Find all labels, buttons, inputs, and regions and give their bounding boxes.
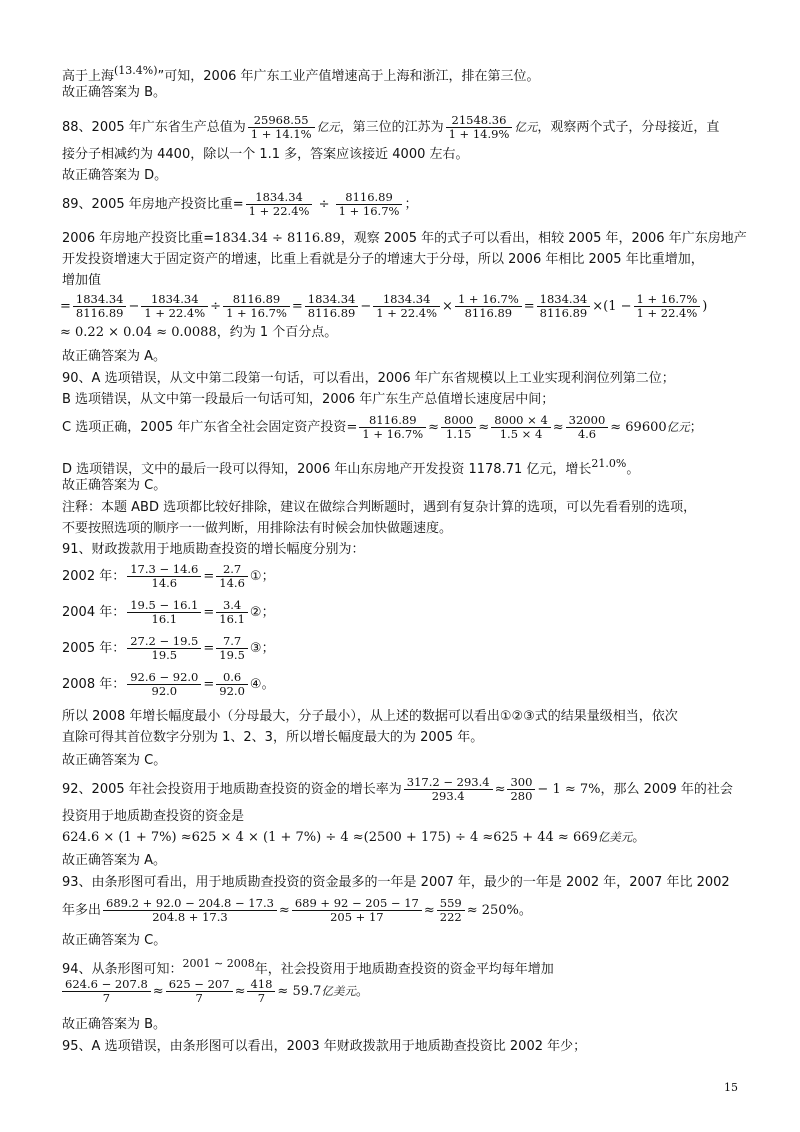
fraction — [62, 978, 151, 1005]
text: ，约为 1 个百分点。 — [216, 325, 338, 340]
numerator: 7.7 — [216, 635, 248, 649]
text: ； — [261, 641, 275, 656]
numerator: 25968.55 — [248, 114, 315, 128]
answer-93: 故正确答案为 C。 — [62, 933, 167, 948]
numerator: 27.2 − 19.5 — [127, 635, 201, 649]
denominator: 280 — [510, 789, 533, 803]
fraction — [216, 599, 248, 626]
operator: − — [360, 299, 372, 314]
formula-2002 — [62, 560, 742, 594]
numerator: 8116.89 — [359, 414, 426, 428]
operator: × — [592, 299, 604, 314]
fraction — [336, 191, 403, 218]
fraction — [446, 114, 513, 141]
denominator: 4.6 — [577, 427, 597, 441]
numerator: 1834.34 — [373, 293, 440, 307]
line-q89-2006 — [62, 230, 747, 248]
text: 年，社会投资用于地质勘查投资的资金平均每年增加 — [254, 962, 554, 977]
unit: 亿美元 — [597, 830, 633, 844]
line-q90-a: 90、A 选项错误，从文中第二段第一句话，可以看出，2006 年广东省规模以上工业实现利润位列第二位； — [62, 371, 675, 386]
text: ； — [261, 605, 275, 620]
denominator: 1 + 22.4% — [144, 306, 206, 320]
line-q94-formula — [60, 974, 742, 1009]
denominator: 204.8 + 17.3 — [152, 910, 228, 924]
superscript: 2001 ∼ 2008 — [182, 957, 255, 970]
operator: ≈ — [494, 782, 506, 797]
text: 2006 年房地产投资比重= — [62, 231, 215, 246]
answer-88: 故正确答案为 D。 — [62, 168, 168, 183]
numerator: 1 + 16.7% — [634, 293, 701, 307]
operator: ≈ — [552, 420, 564, 435]
operator: = — [60, 299, 71, 314]
line-q88-cont: 接分子相减约为 4400，除以一个 1.1 多，答案应该接近 4000 左右。 — [62, 147, 469, 162]
text: ； — [404, 197, 418, 212]
unit: 亿元 — [316, 120, 340, 134]
line-q93: 93、由条形图可看出，用于地质勘查投资的资金最多的一年是 2007 年，最少的一年是 2002 年，2007 年比 2002 — [62, 875, 730, 890]
fraction — [247, 978, 275, 1005]
denominator: 92.0 — [151, 684, 178, 698]
text: (1 − — [603, 299, 632, 314]
denominator: 7 — [195, 991, 203, 1005]
line-q89-reason: 开发投资增速大于固定资产的增速，比重上看就是分子的增速大于分母，所以 2006 年相比 2005 年比重增加， — [62, 252, 704, 267]
fraction — [216, 635, 248, 662]
answer-91: 故正确答案为 C。 — [62, 753, 167, 768]
fraction — [248, 114, 315, 141]
operator: = — [203, 677, 215, 692]
note-line-2: 不要按照选项的顺序一一做判断，用排除法有时候会加快做题速度。 — [62, 521, 453, 536]
denominator: 92.0 — [219, 684, 245, 698]
unit: 亿元 — [666, 420, 690, 434]
numerator: 8116.89 — [223, 293, 290, 307]
numerator: 1834.34 — [246, 191, 313, 205]
formula-2005 — [62, 632, 742, 666]
superscript: 21.0% — [591, 457, 627, 470]
note-line-1: 注释：本题 ABD 选项都比较好排除，建议在做综合判断题时，遇到有复杂计算的选项，可以先看看别的选项， — [62, 500, 697, 515]
denominator: 19.5 — [219, 648, 245, 662]
text: ，第三位的江苏为 — [339, 120, 444, 135]
denominator: 1 + 16.7% — [338, 204, 400, 218]
text: ； — [689, 420, 703, 435]
operator: ≈ — [428, 420, 440, 435]
denominator: 222 — [439, 910, 462, 924]
answer-89: 故正确答案为 A。 — [62, 349, 167, 364]
denominator: 1.5 × 4 — [499, 427, 543, 441]
answer-87: 故正确答案为 B。 — [62, 85, 167, 100]
operator: = — [203, 641, 215, 656]
line-q88 — [62, 112, 742, 143]
answer-92: 故正确答案为 A。 — [62, 853, 167, 868]
fraction — [127, 635, 201, 662]
denominator: 16.1 — [151, 612, 178, 626]
operator: = — [203, 605, 215, 620]
fraction — [634, 293, 701, 320]
operator: = — [346, 420, 358, 435]
line-q92 — [62, 773, 742, 807]
denominator: 205 + 17 — [330, 910, 384, 924]
equation-q89 — [60, 290, 742, 324]
numerator: 300 — [507, 776, 535, 790]
denominator: 8116.89 — [307, 306, 356, 320]
operator: = — [291, 299, 303, 314]
denominator: 14.6 — [151, 576, 178, 590]
numerator: 689 + 92 − 205 − 17 — [292, 897, 422, 911]
denominator: 1 + 14.1% — [250, 127, 312, 141]
operator: = — [523, 299, 535, 314]
operator: ≈ — [423, 903, 435, 918]
denominator: 8116.89 — [75, 306, 124, 320]
math: 1834.34 ÷ 8116.89 — [214, 231, 341, 246]
line-q89 — [62, 190, 742, 220]
numerator: 1834.34 — [141, 293, 208, 307]
circled-number: ④ — [249, 677, 262, 692]
numerator: 8000 — [441, 414, 476, 428]
fraction — [216, 671, 248, 698]
fraction — [246, 191, 313, 218]
fraction — [566, 414, 609, 441]
text: ，观察两个式子，分母接近，直 — [537, 120, 720, 135]
denominator: 7 — [102, 991, 111, 1005]
operator: ≈ — [278, 903, 290, 918]
circled-number: ③ — [249, 641, 262, 656]
denominator: 1 + 22.4% — [376, 306, 438, 320]
text: 年多出 — [62, 903, 102, 918]
numerator: 418 — [247, 978, 275, 992]
text: 。 — [261, 677, 275, 692]
line-q91: 91、财政拨款用于地质勘查投资的增长幅度分别为： — [62, 542, 365, 557]
superscript: (13.4%) — [114, 64, 158, 77]
numerator: 559 — [437, 897, 465, 911]
fraction — [73, 293, 127, 320]
numerator: 19.5 − 16.1 — [127, 599, 201, 613]
page-number: 15 — [724, 1081, 738, 1094]
unit: 亿元 — [514, 120, 538, 134]
numerator: 3.4 — [216, 599, 248, 613]
denominator: 1 + 22.4% — [248, 204, 310, 218]
numerator: 21548.36 — [446, 114, 513, 128]
answer-90: 故正确答案为 C。 — [62, 478, 167, 493]
line-q92-c: 投资用于地质勘查投资的资金是 — [62, 809, 245, 824]
math: ≈ 250% — [466, 903, 519, 918]
circled-number: ② — [249, 605, 262, 620]
numerator: 1834.34 — [537, 293, 591, 307]
numerator: 317.2 − 293.4 — [404, 776, 493, 790]
numerator: 624.6 − 207.8 — [62, 978, 151, 992]
answer-94: 故正确答案为 B。 — [62, 1017, 167, 1032]
denominator: 19.5 — [151, 648, 178, 662]
numerator: 0.6 — [216, 671, 248, 685]
math: ≈ 0.22 × 0.04 ≈ 0.0088 — [60, 325, 217, 340]
denominator: 8116.89 — [539, 306, 588, 320]
year-label: 2002 年： — [62, 569, 126, 584]
fraction — [127, 671, 201, 698]
fraction — [537, 293, 591, 320]
formula-2008 — [62, 668, 742, 702]
denominator: 16.1 — [219, 612, 245, 626]
text: 89、2005 年房地产投资比重= — [62, 197, 244, 212]
text: ) — [702, 299, 708, 314]
operator: × — [442, 299, 453, 314]
unit: 亿美元 — [321, 984, 356, 998]
numerator: 2.7 — [216, 563, 248, 577]
line-q90-c — [62, 410, 742, 445]
fraction — [223, 293, 290, 320]
fraction — [359, 414, 426, 441]
text: 。 — [355, 984, 369, 999]
fraction — [166, 978, 233, 1005]
text: 88、2005 年广东省生产总值为 — [62, 120, 246, 135]
math: 624.6 × (1 + 7%) ≈625 × 4 × (1 + 7%) ÷ 4 ≈(2500 + 175) ÷ 4 ≈625 + 44 ≈ 669 — [62, 830, 598, 845]
year-label: 2004 年： — [62, 605, 126, 620]
numerator: 625 − 207 — [166, 978, 233, 992]
math: − 1 ≈ 7% — [537, 782, 601, 797]
numerator: 8000 × 4 — [491, 414, 551, 428]
year-label: 2008 年： — [62, 677, 126, 692]
line-q89-result — [60, 324, 742, 342]
operator: − — [128, 299, 140, 314]
operator: = — [203, 569, 215, 584]
text: 92、2005 年社会投资用于地质勘查投资的资金的增长率为 — [62, 782, 402, 797]
line-q90-d — [62, 455, 742, 479]
text: 高于上海 — [62, 69, 115, 84]
fraction — [141, 293, 208, 320]
numerator: 92.6 − 92.0 — [127, 671, 201, 685]
numerator: 8116.89 — [336, 191, 403, 205]
denominator: 293.4 — [431, 789, 465, 803]
line-q93-b — [62, 894, 742, 928]
numerator: 32000 — [566, 414, 609, 428]
denominator: 1 + 16.7% — [226, 306, 287, 320]
fraction — [305, 293, 359, 320]
fraction — [437, 897, 465, 924]
text: 。 — [632, 830, 646, 845]
text: C 选项正确，2005 年广东省全社会固定资产投资 — [62, 420, 347, 435]
line-q91-b: 所以 2008 年增长幅度最小（分母最大，分子最小），从上述的数据可以看出①②③式的结果量级相当，依次 — [62, 709, 678, 724]
text: D 选项错误，文中的最后一段可以得知，2006 年山东房地产开发投资 1178.71 亿元，增长 — [62, 462, 592, 477]
circled-number: ① — [249, 569, 262, 584]
fraction — [127, 599, 201, 626]
text: ，那么 2009 年的社会 — [600, 782, 733, 797]
fraction — [373, 293, 440, 320]
numerator: 1834.34 — [73, 293, 127, 307]
year-label: 2005 年： — [62, 641, 126, 656]
operator: ÷ — [318, 197, 330, 212]
text: ； — [261, 569, 275, 584]
fraction — [292, 897, 422, 924]
line-q90-b: B 选项错误，从文中第一段最后一句话可知，2006 年广东生产总值增长速度居中间； — [62, 392, 555, 407]
denominator: 1 + 14.9% — [448, 127, 510, 141]
denominator: 7 — [257, 991, 266, 1005]
fraction — [491, 414, 551, 441]
denominator: 14.6 — [219, 576, 245, 590]
line-q91-c: 直除可得其首位数字分别为 1、2、3，所以增长幅度最大的为 2005 年。 — [62, 730, 484, 745]
operator: ÷ — [210, 299, 222, 314]
math: ≈ 59.7 — [277, 984, 322, 999]
fraction — [441, 414, 476, 441]
text: ，观察 2005 年的式子可以看出，相较 2005 年，2006 年广东房地产 — [340, 231, 747, 246]
fraction — [404, 776, 493, 803]
denominator: 1 + 22.4% — [636, 306, 698, 320]
line-q92-d — [62, 828, 742, 847]
math: ≈ 69600 — [610, 420, 667, 435]
text: 。 — [518, 903, 532, 918]
text: 。 — [626, 462, 640, 477]
line-q87-conclusion — [62, 62, 742, 86]
fraction — [507, 776, 535, 803]
line-q89-increase: 增加值 — [62, 273, 102, 288]
formula-2004 — [62, 596, 742, 630]
fraction — [103, 897, 277, 924]
denominator: 8116.89 — [464, 306, 513, 320]
operator: ≈ — [152, 984, 164, 999]
operator: ≈ — [478, 420, 490, 435]
denominator: 1 + 16.7% — [362, 427, 424, 441]
line-q95: 95、A 选项错误，由条形图可以看出，2003 年财政拨款用于地质勘查投资比 2002 年少； — [62, 1039, 587, 1054]
fraction — [455, 293, 522, 320]
numerator: 689.2 + 92.0 − 204.8 − 17.3 — [103, 897, 277, 911]
numerator: 17.3 − 14.6 — [127, 563, 201, 577]
text: 94、从条形图可知： — [62, 962, 183, 977]
fraction — [216, 563, 248, 590]
text: ”可知，2006 年广东工业产值增速高于上海和浙江，排在第三位。 — [157, 69, 540, 84]
fraction — [127, 563, 201, 590]
numerator: 1 + 16.7% — [455, 293, 522, 307]
operator: ≈ — [234, 984, 246, 999]
numerator: 1834.34 — [305, 293, 359, 307]
denominator: 1.15 — [445, 427, 472, 441]
